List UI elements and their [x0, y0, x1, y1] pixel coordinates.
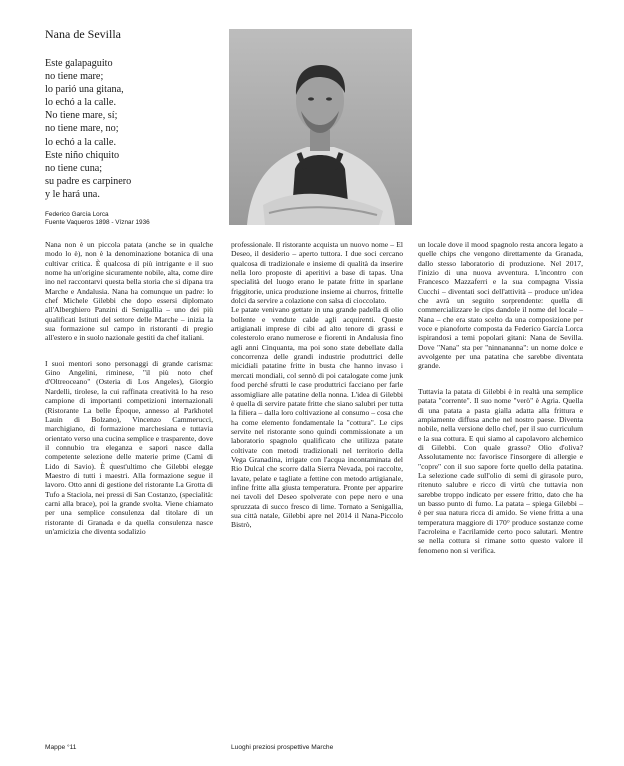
article-column-2: [231, 240, 403, 530]
article-column-3: [418, 240, 583, 555]
poem-line: no tiene mare;: [45, 71, 104, 83]
article-column-1: [45, 240, 213, 536]
credit-place: Fuente Vaqueros 1898 - Víznar 1936: [45, 219, 150, 227]
paragraph: Nana non è un piccola patata (anche se in qualche modo lo è), non è la denominazione botanica di una cultivar critica. È qualcosa di più intrigante e il suo nome ha un'origine sicuramente nobile, alta, come dire ino nel raccontarvi questa bella storia che si dipana tra Marche e Andalusia. Nana ha comunque un padre: lo chef Michele Gilebbi che dopo essersi diplomato all'Alberghiero Panzini di Senigallia – uno dei più qualificati Istituti del settore delle Marche – inizia la sua formazione sul campo in ristoranti di pregio all'estero e in suolo nazionale gestiti da chef italiani.: [45, 240, 213, 343]
credit-author: Federico García Lorca: [45, 211, 109, 218]
article-title: Nana de Sevilla: [45, 27, 121, 41]
paragraph: I suoi mentori sono personaggi di grande carisma: Gino Angelini, riminese, "il più noto chef d'Oltreoceano" (Osteria di Los Angeles), Giorgio Nardelli, tirolese, la cui raffinata creatività lo ha reso campione di importanti competizioni internazionali (Ristorante La belle Époque, annesso al Parkhotel Lauin di Bolzano), Vincenzo Cammerucci, marchigiano, di formazione marchesiana e tuttavia orientato verso una cucina semplice e trasparente, dove il connubio tra eleganza e sapori nasce dalla competente selezione delle materie prime (Camì di Lido di Savio). È quest'ultimo che Gilebbi elegge Maestro di tutti i maestri. Alla formazione segue il lavoro. Otto anni di gestione del ristorante La Grotta di Tufo a Staciola, nei pressi di San Costanzo, (specialità: carni alla brace), poi la grande svolta. Viene chiamato per una semplice consulenza dal titolare di un ristorante di Granada e da quella consulenza nasce un'amicizia che diventa sodalizio: [45, 358, 213, 536]
poem-credit: [45, 211, 150, 228]
chef-portrait-illustration: [229, 29, 412, 225]
poem-line: su padre es carpinero: [45, 175, 132, 187]
paragraph: Le patate venivano gettate in una grande padella di olio bollente e vendute calde agli acquirenti. Queste artigianali imprese di cibi ad alto tenore di grassi e colesterolo erano numerose e fiorenti in Andalusia fino agli anni Cinquanta, ma poi sono state debellate dalla concorrenza delle grandi industrie produttrici delle micidiali patatine fritte in busta che hanno invaso i mercati mondiali, col sennò di poi catalogate come junk food perché sfrutti le case produttrici facciano per farle assomigliare alle patatine della nonna. L'idea di Gilebbi è quella di servire patate fritte che siano salubri per tutta la filiera – dalla loro coltivazione al consumo – cosa che ha come elemento fondamentale la "cottura". Le cips servite nel ristorante sono quindi commissionate a un laboratorio spagnolo qualificato che utilizza patate coltivate con metodi tradizionali nel territorio della Vega Granadina, irrigate con l'acqua incontaminata del Rio Dulcal che scorre dalla Sierra Nevada, poi raccolte, lavate, pelate e tagliate a fettine con metodo artigianale, infine fritte alla giusta temperatura. Pronte per apparire nei tavoli del Deseo spolverate con pepe nero e una spruzzata di succo fresco di lime. Tornato a Senigallia, sua città natale, Gilebbi apre nel 2014 il Nana-Piccolo Bistrò,: [231, 305, 403, 530]
poem-line: no tiene mare, no;: [45, 123, 119, 135]
page-folio: Mappe °11: [45, 744, 77, 751]
poem-line: no tiene cuna;: [45, 162, 103, 174]
poem-line: No tiene mare, sí;: [45, 110, 118, 122]
chef-portrait-photo: [229, 29, 412, 225]
poem-line: y le hará una.: [45, 188, 100, 200]
paragraph: un locale dove il mood spagnolo resta ancora legato a quelle chips che vengono direttamente da Granada, dallo stesso laboratorio di produzione. Nel 2017, l'inizio di una nuova avventura. L'incontro con Francesco Mazzaferri e la sua compagna Vissia Cucchi – diventati soci dell'attività – produce un'idea che avrà un seguito sorprendente: quella di commercializzare le cips dandole il nome del locale – Nana – che era stato scelto da una composizione per voce e pianoforte composta da Federico García Lorca ispirandosi a temi popolari gitani: Nana de Sevilla. Dove "Nana" sta per "ninnananna": un nome dolce e avvolgente per una patatina che sarebbe diventata grande.: [418, 240, 583, 371]
poem-line: Este galapaguito: [45, 58, 113, 69]
paragraph: Tuttavia la patata di Gilebbi è in realtà una semplice patata "corrente". Il suo nome "verò" è Agria. Quella di una patata a pasta gialla adatta alla frittura e ampiamente diffusa anche nel nostro paese. Diventa nobile, nella versione dello chef, per il suo curriculum e la sua cottura. E qui siamo al capolavoro alchemico di Gilebbi. Con quale grasso? Olio d'oliva? Assolutamente no: favorisce l'insorgere di allergie e "copre" con il suo sapore forte quello della patatina. La selezione cade sull'olio di semi di girasole puro, ritenuto salubre e ricco di virtù che tuttavia non sarebbe troppo indicato per essere fritto, dato che ha un basso punto di fumo. La patata – spiega Gilebbi – è per sua natura ricca di amido. Se viene fritta a una temperatura maggiore di 170° produce sostanze come l'acroleina e l'acrilamide certo poco salutari. Mentre se nella cottura si rimane sotto questo valore il fenomeno non si verifica.: [418, 386, 583, 555]
poem-line: lo echó a la calle.: [45, 97, 116, 109]
running-footer: Luoghi preziosi prospettive Marche: [231, 744, 334, 751]
poem-line: lo echó a la calle.: [45, 136, 116, 148]
poem-line: Este niño chiquito: [45, 149, 120, 161]
paragraph: professionale. Il ristorante acquista un nuovo nome – El Deseo, il desiderio – aperto tuttora. I due soci cercano qualcosa di tradizionale e insieme di qualità da inserire nella loro proposte di aperitivi a base di tapas. Una specialità del luogo erano le patate fritte in sparlane friggitorie, unica produzione insieme ai churros, frittelle dolci da servire a colazione con salsa di cioccolato.: [231, 240, 403, 306]
poem-line: lo parió una gitana,: [45, 84, 124, 96]
poem: [45, 57, 131, 201]
